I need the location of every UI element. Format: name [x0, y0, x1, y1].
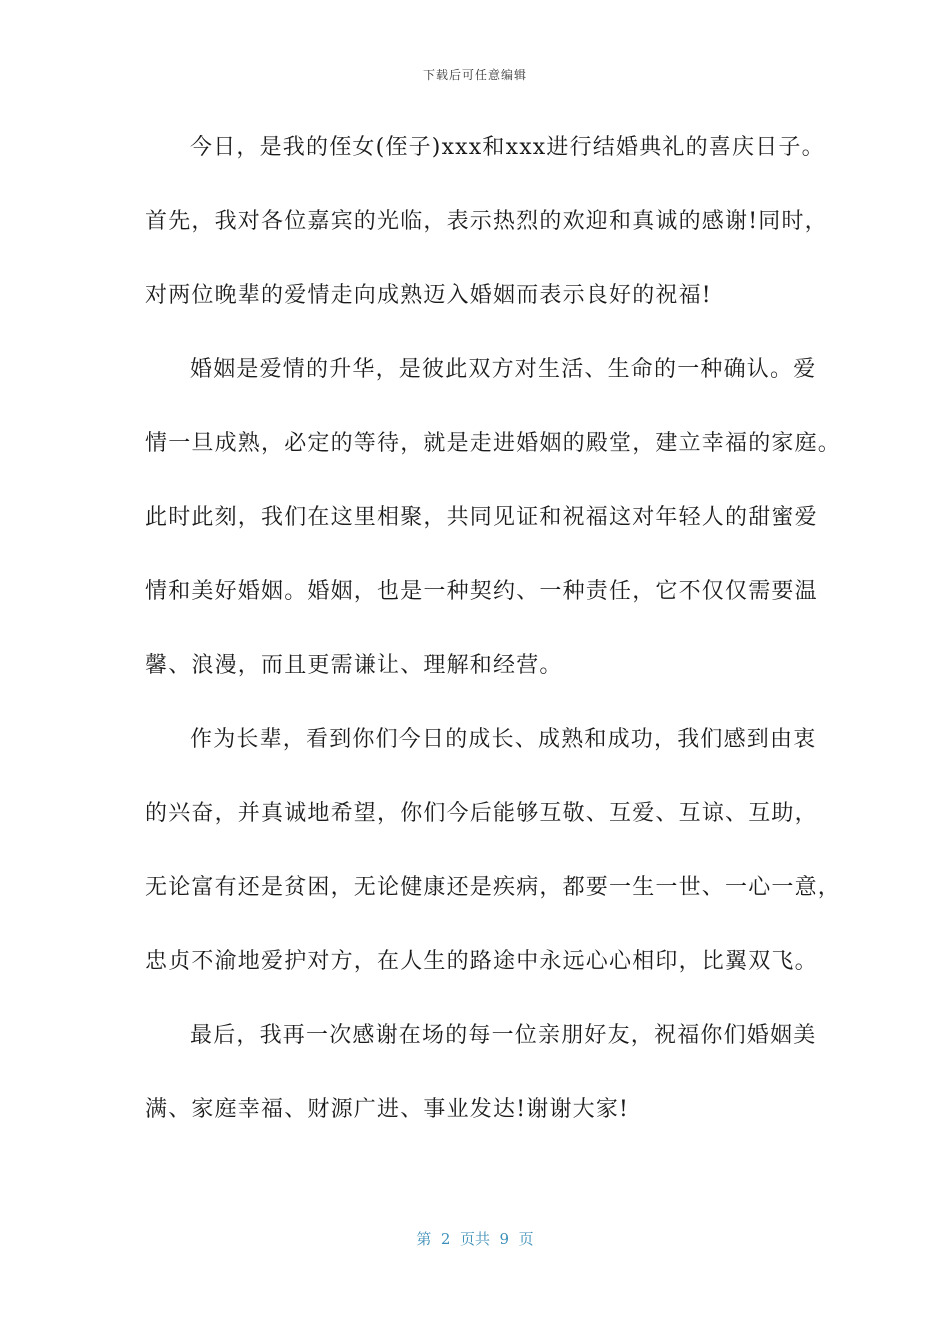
paragraph-2-line-1: 婚姻是爱情的升华，是彼此双方对生活、生命的一种确认。爱 [190, 357, 817, 382]
paragraph-3-line-1: 作为长辈，看到你们今日的成长、成熟和成功，我们感到由衷 [190, 727, 817, 752]
paragraph-2-line-3: 此时此刻，我们在这里相聚，共同见证和祝福这对年轻人的甜蜜爱 [145, 505, 818, 530]
paragraph-3-line-2: 的兴奋，并真诚地希望，你们今后能够互敬、互爱、互谅、互助， [145, 801, 818, 826]
paragraph-3-line-4: 忠贞不渝地爱护对方，在人生的路途中永远心心相印，比翼双飞。 [145, 949, 818, 974]
paragraph-4-line-2: 满、家庭幸福、财源广进、事业发达!谢谢大家! [145, 1097, 630, 1122]
paragraph-1-line-2: 首先，我对各位嘉宾的光临，表示热烈的欢迎和真诚的感谢!同时， [145, 209, 828, 234]
document-body [145, 128, 842, 1164]
paragraph-2-line-5: 馨、浪漫，而且更需谦让、理解和经营。 [145, 653, 563, 678]
paragraph-3-line-3: 无论富有还是贫困，无论健康还是疾病，都要一生一世、一心一意， [145, 875, 842, 900]
paragraph-2-line-4: 情和美好婚姻。婚姻，也是一种契约、一种责任，它不仅仅需要温 [145, 579, 818, 604]
page-header-note: 下载后可任意编辑 [422, 68, 527, 82]
paragraph-1-line-1: 今日，是我的侄女(侄子)xxx和xxx进行结婚典礼的喜庆日子。 [190, 135, 825, 160]
paragraph-2-line-2: 情一旦成熟，必定的等待，就是走进婚姻的殿堂，建立幸福的家庭。 [145, 431, 842, 456]
paragraph-1-line-3: 对两位晚辈的爱情走向成熟迈入婚姻而表示良好的祝福! [145, 283, 712, 308]
page-number-footer: 第 2 页共 9 页 [416, 1230, 534, 1248]
paragraph-4-line-1: 最后，我再一次感谢在场的每一位亲朋好友，祝福你们婚姻美 [190, 1023, 817, 1048]
